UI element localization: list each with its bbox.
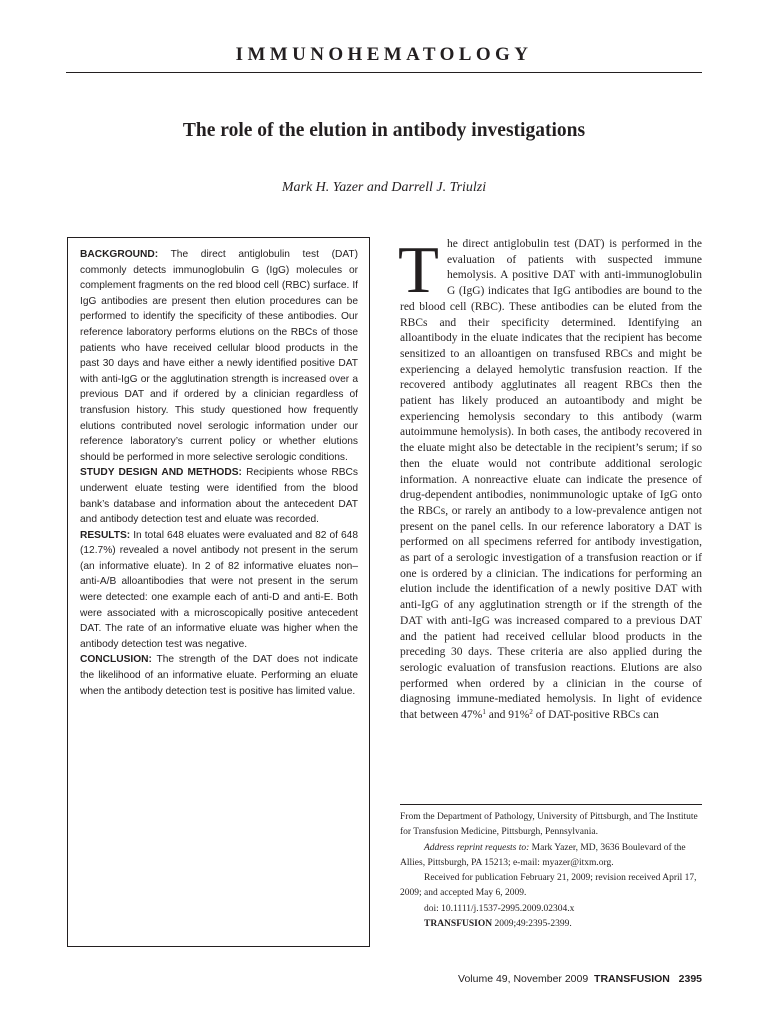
page-number: 2395	[678, 973, 702, 985]
section-header: IMMUNOHEMATOLOGY	[235, 44, 533, 65]
footnote-doi: doi: 10.1111/j.1537-2995.2009.02304.x	[424, 903, 575, 914]
footer-journal: TRANSFUSION	[594, 973, 670, 985]
abstract-conclusion	[80, 652, 358, 699]
footnote-rule	[400, 804, 702, 805]
body-text-part-1: he direct antiglobulin test (DAT) is performed in the evaluation of patients with suspected immune hemolysis. A positive DAT with anti-immunoglobulin G (IgG) indicates that IgG antibodies are bound to the red blood cell (RBC). These antibodies can be eluted from the RBCs and their specificity determined. Identifying an alloantibody in the eluate indicates that the recipient has become sensitized to an alloantigen on transfused RBCs and might be experiencing a delayed hemolytic transfusion reaction. If the recovered antibody agglutinates all reagent RBCs then the patient has likely produced an autoantibody and might be experiencing hemolysis secondary to this antibody (warm autoimmune hemolysis). In both cases, the antibody recovered in the eluate might also be detectable in the recipient’s serum; if so then the eluate would not contribute additional serologic information. A nonreactive eluate can indicate the presence of drug-dependent antibodies, nonimmunologic uptake of IgG onto the RBCs, or rarely an antibody to a low-prevalence antigen not present on the panel cells. In our reference laboratory a DAT is performed on all specimens referred for antibody investigation, as part of a serologic investigation of a transfusion reaction or if one is ordered by a clinician. The indications for performing an elution include the identification of a newly positive DAT with anti-IgG of any agglutination strength or if the strength of the DAT with anti-IgG was increased compared to a previous DAT and the patient had received cellular blood products in the preceding 30 days. These criteria are also applied during the serologic evaluation of transfusion reactions. Elutions are also performed when ordered by a clinician in the course of diagnosing immune-mediated hemolysis. In light of evidence that between 47%	[400, 238, 702, 722]
abstract-results-label: RESULTS:	[80, 529, 131, 541]
abstract-background-text: The direct antiglobulin test (DAT) commonly detects immunoglobulin G (IgG) molecules or complement fragments on the red blood cell (RBC) surface. If IgG antibodies are present then elution procedures can be performed to identify the specificity of these antibodies. Our reference laboratory performs elutions on the RBCs of those patients who have received cellular blood products in the past 30 days and have either a newly identified positive DAT with anti-IgG or the agglutination strength is increased over a previous DAT and if ordered by a clinician regardless of transfusion history. This study questioned how frequently elutions contributed novel serologic information under our reference laboratory’s current policy or whether elutions should be performed in more selective serologic conditions.	[80, 249, 358, 463]
abstract-methods-text: Recipients whose RBCs underwent eluate testing were identified from the blood bank’s database and information about the antecedent DAT and antibody detection test and eluate was recorded.	[80, 467, 358, 526]
abstract-methods	[80, 465, 358, 527]
article-authors: Mark H. Yazer and Darrell J. Triulzi	[281, 180, 487, 195]
abstract-results	[80, 528, 358, 653]
abstract-conclusion-text: The strength of the DAT does not indicate the likelihood of an informative eluate. Performing an eluate when the antibody detection test is positive has limited value.	[80, 654, 358, 697]
body-text-part-2: and 91%	[485, 709, 530, 722]
footnote-reprint-text: Mark Yazer, MD, 3636 Boulevard of the Allies, Pittsburgh, PA 15213; e-mail: myazer@itxm.org.	[400, 842, 686, 868]
body-text-part-3: of DAT-positive RBCs can	[532, 709, 659, 722]
footnote-reprint-label: Address reprint requests to:	[424, 842, 530, 853]
abstract-results-text: In total 648 eluates were evaluated and 82 of 648 (12.7%) revealed a novel antibody not present in the serum (an informative eluate). In 2 of 82 informative eluates non–anti-A/B alloantibodies that were not present in the serum were detected: one example each of anti-D and anti-E. Both were associated with a microscopically positive antecedent DAT. The rate of an informative eluate was higher when the antibody detection test was negative.	[80, 529, 358, 650]
footnote-reprint	[400, 841, 702, 872]
reference-1: 1	[482, 708, 486, 717]
body-text	[398, 233, 702, 724]
reference-2: 2	[529, 708, 533, 717]
abstract-conclusion-label: CONCLUSION:	[80, 654, 152, 666]
header-rule	[66, 72, 702, 73]
abstract-background	[80, 247, 358, 465]
footnote-citation	[400, 917, 702, 932]
abstract-methods-label: STUDY DESIGN AND METHODS:	[80, 467, 242, 479]
page-footer	[458, 973, 702, 985]
footnote	[400, 810, 702, 932]
footnote-received: Received for publication February 21, 2009; revision received April 17, 2009; and accepted May 6, 2009.	[400, 873, 697, 899]
abstract	[80, 247, 358, 699]
footnote-citation-text: 2009;49:2395-2399.	[492, 919, 572, 930]
drop-cap: T	[398, 233, 439, 307]
footer-issue: Volume 49, November 2009	[458, 973, 589, 985]
footnote-journal: TRANSFUSION	[424, 919, 493, 930]
article-title: The role of the elution in antibody investigations	[182, 120, 586, 141]
footnote-affiliation: From the Department of Pathology, University of Pittsburgh, and The Institute for Transfusion Medicine, Pittsburgh, Pennsylvania.	[400, 812, 698, 838]
abstract-background-label: BACKGROUND:	[80, 249, 159, 260]
body-paragraph	[398, 233, 702, 724]
